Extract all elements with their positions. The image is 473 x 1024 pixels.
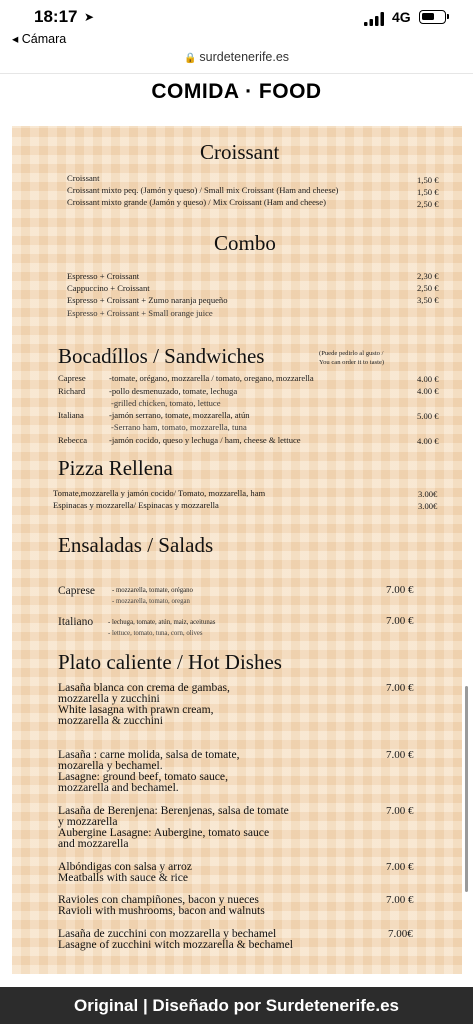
salad-desc-en: - lettuce, tomato, tuna, corn, olives <box>108 630 203 637</box>
item-price: 7.00€ <box>388 928 413 940</box>
lock-icon: 🔒 <box>183 53 197 64</box>
menu-item: Croissant mixto peq. (Jamón y queso) / Small mix Croissant (Ham and cheese) <box>67 185 339 195</box>
dish-line: Lasagne of zucchini witch mozzarella & bechamel <box>58 938 293 951</box>
salad-name: Caprese <box>58 585 96 597</box>
item-price: 2,50 € <box>417 199 439 209</box>
url-text: surdetenerife.es <box>199 50 290 64</box>
menu-item: Espresso + Croissant + Zumo naranja pequeño <box>67 295 228 305</box>
back-to-app-link[interactable]: ◂ Cámara <box>12 32 67 46</box>
item-price: 3.00€ <box>418 501 438 511</box>
footer-banner[interactable]: Original | Diseñado por Surdetenerife.es <box>0 987 473 1024</box>
item-price: 7.00 € <box>386 894 414 906</box>
section-title-sandwiches: Bocadíllos / Sandwiches <box>58 344 265 368</box>
dish-line: Ravioles con champiñones, bacon y nueces <box>58 893 259 906</box>
dish-line: Lasagne: ground beef, tomato sauce, <box>58 770 228 783</box>
dish-line: Lasaña de Berenjena: Berenjenas, salsa de tomate <box>58 804 289 817</box>
dish-line: mozzarella & zucchini <box>58 714 163 727</box>
menu-board <box>12 126 462 974</box>
section-title-combo: Combo <box>214 231 276 255</box>
divider <box>0 73 473 74</box>
sandwich-desc: -jamón cocido, queso y lechuga / ham, cheese & lettuce <box>109 435 301 445</box>
sandwich-name: Caprese <box>58 373 86 383</box>
section-title-hot-dishes: Plato caliente / Hot Dishes <box>58 650 282 674</box>
menu-item-note: Espresso + Croissant + Small orange juice <box>67 308 213 318</box>
dish-line: Lasaña : carne molida, salsa de tomate, <box>58 748 240 761</box>
dish-line: Lasaña blanca con crema de gambas, <box>58 681 230 694</box>
sandwich-desc: -pollo desmenuzado, tomate, lechuga <box>109 386 238 396</box>
dish-line: Lasaña de zucchini con mozzarella y bechamel <box>58 927 277 940</box>
dish-line: Aubergine Lasagne: Aubergine, tomato sauce <box>58 826 270 839</box>
item-price: 1,50 € <box>417 187 439 197</box>
dish-line: White lasagna with prawn cream, <box>58 703 214 716</box>
dish-line: mozarella y bechamel. <box>58 759 163 772</box>
salad-desc: - lechuga, tomate, atún, maiz, aceitunas <box>108 619 216 626</box>
item-price: 1,50 € <box>417 175 439 185</box>
salad-desc-en: - mozzarella, tomato, oregan <box>112 598 190 605</box>
clock: 18:17 <box>34 7 78 26</box>
dish-line: y mozzarella <box>58 815 118 828</box>
network-type: 4G <box>392 9 411 25</box>
sandwich-desc-en: -grilled chicken, tomato, lettuce <box>111 398 221 408</box>
battery-icon <box>419 10 446 24</box>
dish-line: Ravioli with mushrooms, bacon and walnuts <box>58 904 265 917</box>
menu-item: Tomate,mozzarella y jamón cocido/ Tomato, mozzarella, ham <box>53 488 266 498</box>
page-title: COMIDA · FOOD <box>151 80 322 103</box>
menu-item: Croissant mixto grande (Jamón y queso) / Mix Croissant (Ham and cheese) <box>67 197 326 207</box>
item-price: 4.00 € <box>417 436 439 446</box>
sandwich-name: Rebecca <box>58 435 88 445</box>
section-note: (Puede pedirlo al gusto / <box>319 350 384 357</box>
menu-item: Croissant <box>67 173 100 183</box>
section-title-pizza: Pizza Rellena <box>58 456 173 480</box>
item-price: 7.00 € <box>386 861 414 873</box>
sandwich-name: Richard <box>58 386 86 396</box>
menu-item: Cappuccino + Croissant <box>67 283 150 293</box>
scrollbar-thumb[interactable] <box>465 686 468 892</box>
status-bar <box>0 0 473 50</box>
location-arrow-icon: ➤ <box>84 10 95 24</box>
menu-item: Espresso + Croissant <box>67 271 140 281</box>
dish-line: Meatballs with sauce & rice <box>58 871 189 884</box>
sandwich-desc-en: -Serrano ham, tomato, mozzarella, tuna <box>111 422 247 432</box>
signal-strength-icon <box>364 12 384 26</box>
item-price: 7.00 € <box>386 682 414 694</box>
sandwich-name: Italiana <box>58 410 84 420</box>
section-title-salads: Ensaladas / Salads <box>58 533 214 557</box>
address-bar[interactable] <box>0 50 473 72</box>
item-price: 2,50 € <box>417 283 439 293</box>
menu-item: Espinacas y mozzarella/ Espinacas y mozzarella <box>53 500 219 510</box>
section-title-croissant: Croissant <box>200 140 280 164</box>
salad-desc: - mozzarella, tomate, orégano <box>112 587 193 594</box>
item-price: 7.00 € <box>386 749 414 761</box>
dish-line: mozzarella y zucchini <box>58 692 160 705</box>
section-note: You can order it to taste) <box>319 359 385 366</box>
sandwich-desc: -tomate, orégano, mozzarella / tomato, oregano, mozzarella <box>109 373 314 383</box>
item-price: 7.00 € <box>386 584 414 596</box>
item-price: 3,50 € <box>417 295 439 305</box>
item-price: 3.00€ <box>418 489 438 499</box>
item-price: 7.00 € <box>386 615 414 627</box>
dish-line: mozzarella and bechamel. <box>58 781 179 794</box>
sandwich-desc: -jamón serrano, tomate, mozzarella, atún <box>109 410 250 420</box>
item-price: 4.00 € <box>417 374 439 384</box>
item-price: 2,30 € <box>417 271 439 281</box>
dish-line: and mozzarella <box>58 837 129 850</box>
salad-name: Italiano <box>58 616 94 628</box>
item-price: 7.00 € <box>386 805 414 817</box>
dish-line: Albóndigas con salsa y arroz <box>58 860 192 873</box>
item-price: 4.00 € <box>417 386 439 396</box>
item-price: 5.00 € <box>417 411 439 421</box>
